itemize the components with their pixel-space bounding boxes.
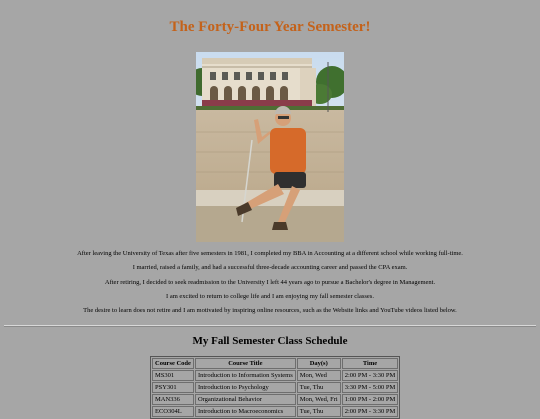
- time-cell: 1:00 PM - 2:00 PM: [342, 394, 399, 405]
- table-row: [152, 394, 398, 405]
- days-cell: Tue, Thu: [297, 406, 341, 417]
- table-row: [152, 382, 398, 393]
- column-header-course-title: Course Title: [195, 358, 296, 369]
- class-schedule-table: [150, 356, 400, 419]
- course-title-cell: Introduction to Psychology: [195, 382, 296, 393]
- course-title-cell: Introduction to Information Systems: [195, 370, 296, 381]
- column-header-course-code: Course Code: [152, 358, 194, 369]
- days-cell: Mon, Wed, Fri: [297, 394, 341, 405]
- intro-paragraph: After leaving the University of Texas after five semesters in 1981, I completed my BBA in Accounting at a different school while working full-time.: [77, 250, 463, 257]
- column-header-days: Day(s): [297, 358, 341, 369]
- intro-paragraph: I am excited to return to college life and I am enjoying my fall semester classes.: [166, 293, 374, 300]
- time-cell: 2:00 PM - 3:30 PM: [342, 370, 399, 381]
- course-code-cell: ECO304L: [152, 406, 194, 417]
- table-row: [152, 370, 398, 381]
- intro-paragraph: After retiring, I decided to seek readmission to the University I left 44 years ago to pursue a Bachelor's degree in Management.: [104, 279, 436, 286]
- horizontal-divider: [4, 325, 536, 327]
- page-title: The Forty-Four Year Semester!: [169, 19, 371, 35]
- intro-paragraph: I married, raised a family, and had a successful three-decade accounting career and passed the CPA exam.: [132, 264, 408, 271]
- days-cell: Mon, Wed: [297, 370, 341, 381]
- intro-paragraph: The desire to learn does not retire and I am motivated by inspiring online resources, such as the Website links and YouTube videos listed below.: [83, 307, 457, 314]
- course-code-cell: MAN336: [152, 394, 194, 405]
- time-cell: 3:30 PM - 5:00 PM: [342, 382, 399, 393]
- time-cell: 2:00 PM - 3:30 PM: [342, 406, 399, 417]
- table-header-row: [152, 358, 398, 369]
- days-cell: Tue, Thu: [297, 382, 341, 393]
- column-header-time: Time: [342, 358, 399, 369]
- campus-photo: [196, 52, 344, 242]
- course-title-cell: Introduction to Macroeconomics: [195, 406, 296, 417]
- course-code-cell: MS301: [152, 370, 194, 381]
- course-code-cell: PSY301: [152, 382, 194, 393]
- course-title-cell: Organizational Behavior: [195, 394, 296, 405]
- schedule-heading: My Fall Semester Class Schedule: [192, 335, 348, 347]
- table-row: [152, 406, 398, 417]
